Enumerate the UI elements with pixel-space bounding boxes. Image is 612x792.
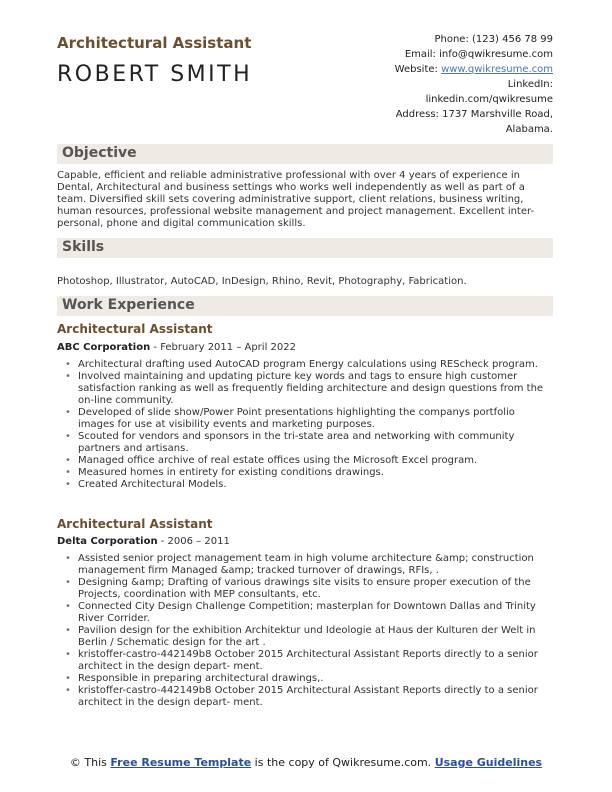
job-2-bullet: • Assisted senior project management team in high volume architecture &amp; construction management firm Managed &amp; tracked turnover of drawings, RFIs, . bbox=[78, 553, 553, 577]
email-value: info@qwikresume.com bbox=[439, 49, 553, 60]
job-2-title: Architectural Assistant bbox=[57, 517, 213, 531]
job-2-bullet: • Responsible in preparing architectural drawings,. bbox=[78, 673, 553, 685]
phone-line bbox=[313, 32, 553, 47]
phone-label: Phone: bbox=[434, 34, 469, 45]
skills-heading: Skills bbox=[62, 239, 105, 255]
job-2-bullets bbox=[57, 553, 553, 709]
candidate-name: ROBERT SMITH bbox=[57, 62, 253, 87]
website-link[interactable]: www.qwikresume.com bbox=[441, 64, 553, 75]
contact-block bbox=[313, 32, 553, 137]
website-label: Website: bbox=[394, 64, 438, 75]
job-2-bullet: • Connected City Design Challenge Competition; masterplan for Downtown Dallas and Trinity River Corrider. bbox=[78, 601, 553, 625]
free-resume-template-link[interactable]: Free Resume Template bbox=[110, 756, 252, 769]
email-label: Email: bbox=[404, 49, 436, 60]
job-2-company-line bbox=[57, 536, 230, 547]
address-line2: Alabama. bbox=[505, 124, 553, 135]
job-1-company-line bbox=[57, 342, 296, 353]
phone-value: (123) 456 78 99 bbox=[472, 34, 553, 45]
objective-section-bar bbox=[57, 144, 553, 164]
experience-heading: Work Experience bbox=[62, 297, 195, 313]
address-line bbox=[313, 107, 553, 122]
job-2-bullet: • kristoffer-castro-442149b8 October 2015 Architectural Assistant Reports directly to a senior architect in the design depart- ment. bbox=[78, 649, 553, 673]
job-1-title: Architectural Assistant bbox=[57, 322, 213, 336]
job-1-bullets bbox=[57, 359, 553, 491]
job-2-company: Delta Corporation bbox=[57, 536, 158, 547]
job-1-bullet: • Developed of slide show/Power Point presentations highlighting the companys portfolio images for use at visibility events and marketing purposes. bbox=[78, 407, 553, 431]
resume-header bbox=[57, 0, 553, 135]
skills-text: Photoshop, Illustrator, AutoCAD, InDesign, Rhino, Revit, Photography, Fabrication. bbox=[57, 276, 467, 287]
copyright-footer bbox=[0, 756, 612, 770]
job-1-bullet: • Managed office archive of real estate offices using the Microsoft Excel program. bbox=[78, 455, 553, 467]
email-line bbox=[313, 47, 553, 62]
linkedin-value: linkedin.com/qwikresume bbox=[425, 94, 553, 105]
footer-prefix: © This bbox=[69, 756, 111, 769]
footer-middle: is the copy of Qwikresume.com. bbox=[251, 756, 435, 769]
website-line bbox=[313, 62, 553, 77]
job-1-bullet: • Involved maintaining and updating picture key words and tags to ensure high customer satisfaction ranking as well as frequently fielding architecture and design questions from the on-line community. bbox=[78, 371, 553, 407]
job-1-bullet: • Architectural drafting used AutoCAD program Energy calculations using REScheck program. bbox=[78, 359, 553, 371]
header-job-title: Architectural Assistant bbox=[57, 34, 252, 52]
job-1-company: ABC Corporation bbox=[57, 342, 151, 353]
job-1-bullet: • Measured homes in entirety for existing conditions drawings. bbox=[78, 467, 553, 479]
job-1-bullet: • Scouted for vendors and sponsors in the tri-state area and networking with community partners and artisans. bbox=[78, 431, 553, 455]
usage-guidelines-link[interactable]: Usage Guidelines bbox=[434, 756, 543, 769]
job-2-bullet: • Pavilion design for the exhibition Architektur und Ideologie at Haus der Kulturen der Welt in Berlin / Schematic design for the art . bbox=[78, 625, 553, 649]
experience-section-bar bbox=[57, 296, 553, 316]
job-1-bullet: • Created Architectural Models. bbox=[78, 479, 553, 491]
address-line1: 1737 Marshville Road, bbox=[442, 109, 553, 120]
job-2-dates: - 2006 – 2011 bbox=[157, 536, 230, 547]
job-1-dates: - February 2011 – April 2022 bbox=[150, 342, 296, 353]
objective-text: Capable, efficient and reliable administrative professional with over 4 years of experience in Dental, Architectural and business settings who works well independently as well as part of a team. Diversified skill sets covering administrative support, client relations, business writing, human resources, professional website management and project management. Excellent inter-personal, phone and digital communication skills. bbox=[57, 170, 535, 229]
linkedin-label: LinkedIn: bbox=[507, 79, 553, 90]
job-2-bullet: • kristoffer-castro-442149b8 October 2015 Architectural Assistant Reports directly to a senior architect in the design depart- ment. bbox=[78, 685, 553, 709]
objective-heading: Objective bbox=[62, 145, 137, 161]
skills-section-bar bbox=[57, 238, 553, 258]
job-2-bullet: • Designing &amp; Drafting of various drawings site visits to ensure proper execution of the Projects, coordination with MEP consultants, etc. bbox=[78, 577, 553, 601]
resume-page bbox=[57, 0, 553, 708]
address-label: Address: bbox=[395, 109, 439, 120]
